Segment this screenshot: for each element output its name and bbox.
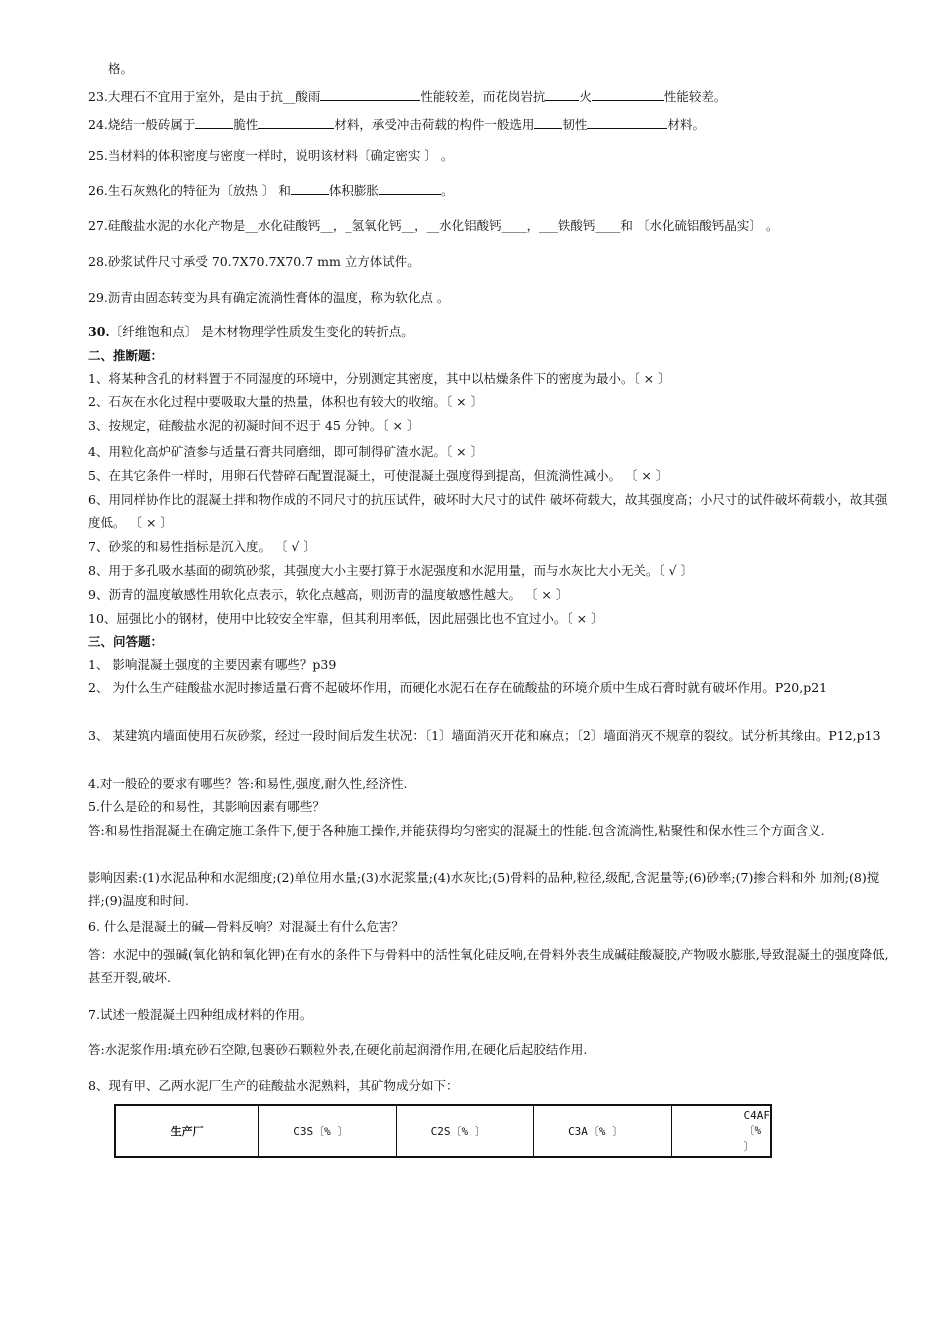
judgement-item: 10、屈强比小的钢材，使用中比较安全牢靠，但其利用率低，因此屈强比也不宜过小。〔 × 〕 <box>88 611 604 626</box>
blank <box>320 87 420 101</box>
table-header-cell: C4AF〔% 〕 <box>671 1105 771 1157</box>
judgement-item: 8、用于多孔吸水基面的砌筑砂浆，其强度大小主要打算于水泥强度和水泥用量，而与水灰比大小无关。〔 √ 〕 <box>88 563 694 578</box>
qa-answer: 答:水泥浆作用:填充砂石空隙,包裹砂石颗粒外表,在硬化前起润滑作用,在硬化后起胶结作用. <box>88 1042 588 1057</box>
blank <box>258 115 334 129</box>
judgement-item: 9、沥青的温度敏感性用软化点表示，软化点越高，则沥青的温度敏感性越大。 〔 × 〕 <box>88 587 569 602</box>
qa-question: 6. 什么是混凝土的碱—骨料反响？对混凝土有什么危害？ <box>88 919 404 934</box>
continuation-text: 格。 <box>108 61 134 76</box>
section-heading-qa: 三、问答题： <box>88 634 164 649</box>
table-header-cell: C2S〔% 〕 <box>396 1105 533 1157</box>
blank <box>534 115 562 129</box>
clinker-composition-table <box>114 1104 772 1158</box>
qa-question: 3、 某建筑内墙面使用石灰砂浆，经过一段时间后发生状况：〔1〕墙面消灭开花和麻点；〔2〕墙面消灭不规章的裂纹。试分析其缘由。P12,p13 <box>88 728 881 743</box>
judgement-item: 3、按规定，硅酸盐水泥的初凝时间不迟于 45 分钟。〔 × 〕 <box>88 418 420 433</box>
qa-question: 8、现有甲、乙两水泥厂生产的硅酸盐水泥熟料，其矿物成分如下： <box>88 1078 459 1093</box>
blank <box>592 87 664 101</box>
qa-question: 7.试述一般混凝土四种组成材料的作用。 <box>88 1007 313 1022</box>
judgement-item: 7、砂浆的和易性指标是沉入度。 〔 √ 〕 <box>88 539 316 554</box>
judgement-item: 1、将某种含孔的材料置于不同湿度的环境中，分别测定其密度，其中以枯燥条件下的密度为最小。〔 × 〕 <box>88 371 671 386</box>
blank <box>379 181 441 195</box>
qa-question: 1、 影响混凝土强度的主要因素有哪些？p39 <box>88 657 337 672</box>
qa-question: 4.对一般砼的要求有哪些？答:和易性,强度,耐久性,经济性. <box>88 776 408 791</box>
table-header-cell: C3A〔% 〕 <box>534 1105 671 1157</box>
question-29: 29.沥青由固态转变为具有确定流淌性膏体的温度，称为软化点 。 <box>88 290 450 305</box>
qa-answer: 影响因素:(1)水泥品种和水泥细度;(2)单位用水量;(3)水泥浆量;(4)水灰比;(5)骨料的品种,粒径,级配,含泥量等;(6)砂率;(7)掺合料和外 加剂;(8)搅拌;(9)温度和时间. <box>88 870 880 908</box>
judgement-item: 2、石灰在水化过程中要吸取大量的热量，体积也有较大的收缩。〔 × 〕 <box>88 394 484 409</box>
question-30: 30.〔纤维饱和点〕 是木材物理学性质发生变化的转折点。 <box>88 324 414 339</box>
judgement-item: 5、在其它条件一样时，用卵石代替碎石配置混凝土，可使混凝土强度得到提高，但流淌性减小。 〔 × 〕 <box>88 468 669 483</box>
question-27: 27.硅酸盐水泥的水化产物是__水化硅酸钙__，_氢氧化钙__，__水化铝酸钙____，___铁酸钙____和 〔水化硫铝酸钙晶实〕 。 <box>88 218 779 233</box>
table-header-cell: 生产厂 <box>115 1105 259 1157</box>
qa-answer: 答:和易性指混凝土在确定施工条件下,便于各种施工操作,并能获得均匀密实的混凝土的性能.包含流淌性,粘聚性和保水性三个方面含义. <box>88 823 825 838</box>
judgement-item: 6、用同样协作比的混凝土拌和物作成的不同尺寸的抗压试件，破坏时大尺寸的试件 破坏荷载大，故其强度高；小尺寸的试件破坏荷载小，故其强度低。 〔 × 〕 <box>88 492 888 530</box>
judgement-item: 4、用粒化高炉矿渣参与适量石膏共同磨细，即可制得矿渣水泥。〔 × 〕 <box>88 444 484 459</box>
blank <box>545 87 579 101</box>
qa-question: 5.什么是砼的和易性，其影响因素有哪些？ <box>88 799 325 814</box>
question-23: 23.大理石不宜用于室外，是由于抗__酸雨 性能较差，而花岗岩抗 火 性能较差。 <box>88 89 727 104</box>
blank <box>195 115 233 129</box>
qa-question: 2、 为什么生产硅酸盐水泥时掺适量石膏不起破坏作用，而硬化水泥石在存在硫酸盐的环境介质中生成石膏时就有破坏作用。P20,p21 <box>88 680 828 695</box>
question-28: 28.砂浆试件尺寸承受 70.7X70.7X70.7 mm 立方体试件。 <box>88 254 420 269</box>
table-header-cell: C3S〔% 〕 <box>259 1105 396 1157</box>
qa-answer: 答：水泥中的强碱(氧化钠和氧化钾)在有水的条件下与骨料中的活性氧化硅反响,在骨料外表生成碱硅酸凝胶,产物吸水膨胀,导致混凝土的强度降低,甚至开裂,破坏. <box>88 947 889 985</box>
blank <box>291 181 329 195</box>
section-heading-judgement: 二、推断题： <box>88 348 164 363</box>
question-25: 25.当材料的体积密度与密度一样时，说明该材料〔确定密实 〕 。 <box>88 148 454 163</box>
table-header-row <box>115 1105 771 1157</box>
blank <box>587 115 667 129</box>
question-24: 24.烧结一般砖属于 脆性 材料，承受冲击荷载的构件一般选用 韧性 材料。 <box>88 117 705 132</box>
question-26: 26.生石灰熟化的特征为〔放热 〕 和 体积膨胀 。 <box>88 183 454 198</box>
